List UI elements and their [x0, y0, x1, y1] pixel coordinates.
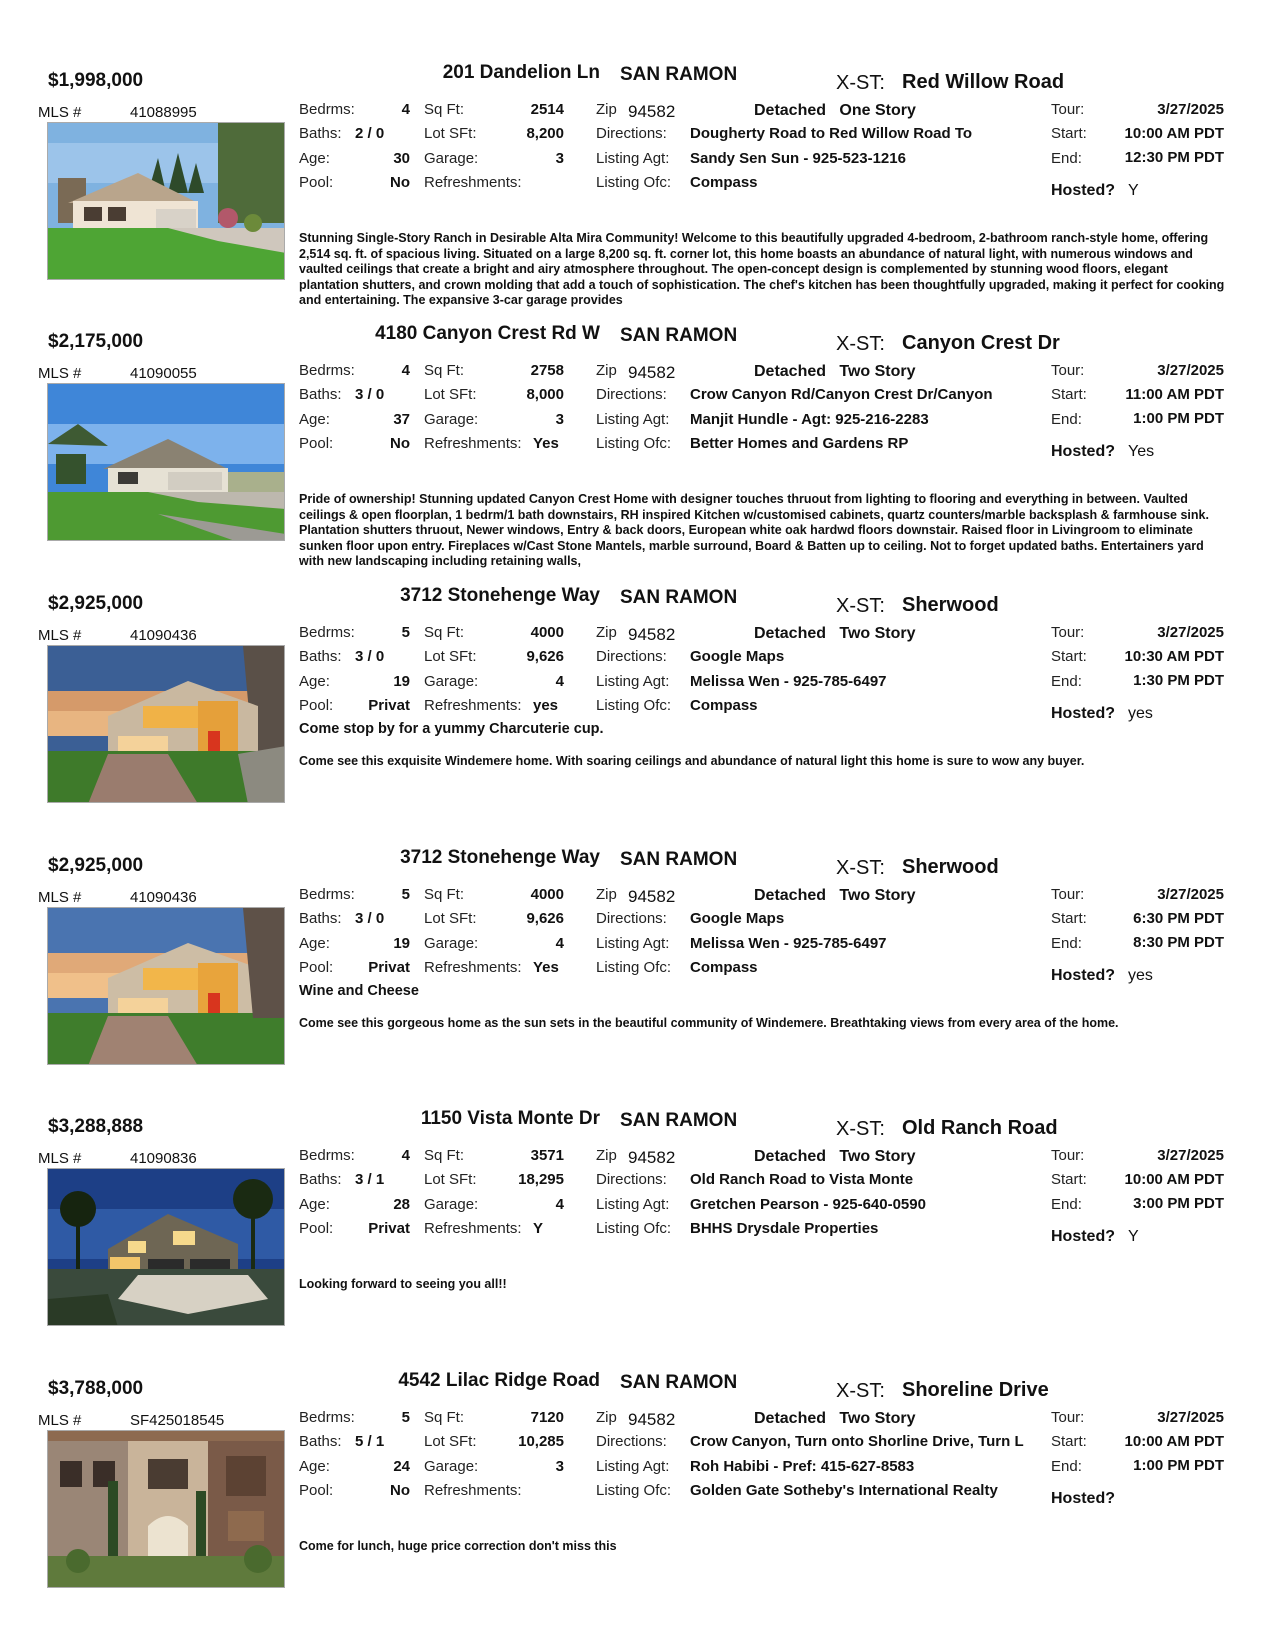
- detached-label: Detached: [754, 1148, 827, 1165]
- directions-value: Google Maps: [690, 910, 785, 927]
- end-label: End:: [1051, 935, 1082, 952]
- directions-label: Directions:: [596, 1171, 667, 1188]
- zip-value: 94582: [628, 625, 676, 644]
- listing-agent-label: Listing Agt:: [596, 1196, 670, 1213]
- mls-number: 41090055: [130, 365, 197, 382]
- listing-office-label: Listing Ofc:: [596, 174, 672, 191]
- start-label: Start:: [1051, 648, 1087, 665]
- listing-agent-value: Roh Habibi - Pref: 415-627-8583: [690, 1458, 915, 1475]
- refreshments-label: Refreshments:: [424, 1482, 522, 1499]
- cross-street-label: X-ST:: [836, 857, 885, 879]
- sqft-value: 7120: [530, 1409, 564, 1426]
- baths-value: 3 / 1: [355, 1171, 385, 1188]
- garage-label: Garage:: [424, 1196, 479, 1213]
- directions-value: Old Ranch Road to Vista Monte: [690, 1171, 914, 1188]
- end-time: 1:30 PM PDT: [1133, 672, 1224, 689]
- hosted-label: Hosted?: [1051, 705, 1115, 722]
- mls-number: SF425018545: [130, 1412, 225, 1429]
- start-time: 10:00 AM PDT: [1124, 125, 1224, 142]
- cross-street-value: Sherwood: [902, 856, 999, 878]
- listing-remarks: Come see this gorgeous home as the sun sets in the beautiful community of Windemere. Breathtaking views from every area of the home.: [299, 1016, 1119, 1030]
- start-time: 10:00 AM PDT: [1124, 1171, 1224, 1188]
- listing-city: SAN RAMON: [620, 325, 738, 346]
- hosted-label: Hosted?: [1051, 443, 1115, 460]
- zip-label: Zip: [596, 362, 617, 379]
- story-value: Two Story: [839, 625, 916, 642]
- mls-label: MLS #: [38, 1150, 82, 1167]
- zip-label: Zip: [596, 624, 617, 641]
- age-value: 19: [393, 673, 410, 690]
- baths-label: Baths:: [299, 125, 342, 142]
- directions-label: Directions:: [596, 1433, 667, 1450]
- bedrooms-label: Bedrms:: [299, 101, 355, 118]
- hosted-value: yes: [1128, 967, 1153, 984]
- sqft-value: 2758: [530, 362, 564, 379]
- start-time: 10:00 AM PDT: [1124, 1433, 1224, 1450]
- age-label: Age:: [299, 411, 330, 428]
- refreshments-label: Refreshments:: [424, 1220, 522, 1237]
- baths-label: Baths:: [299, 910, 342, 927]
- lot-sqft-label: Lot SFt:: [424, 386, 477, 403]
- listing-agent-value: Sandy Sen Sun - 925-523-1216: [690, 150, 906, 167]
- house-photo: [47, 122, 285, 280]
- directions-value: Dougherty Road to Red Willow Road To: [690, 125, 973, 142]
- age-label: Age:: [299, 150, 330, 167]
- garage-label: Garage:: [424, 935, 479, 952]
- lot-sqft-value: 8,000: [526, 386, 564, 403]
- age-label: Age:: [299, 1196, 330, 1213]
- tour-label: Tour:: [1051, 101, 1085, 118]
- hosted-value: Yes: [1128, 443, 1155, 460]
- lot-sqft-value: 8,200: [526, 125, 564, 142]
- bedrooms-value: 4: [401, 1147, 410, 1164]
- lot-sqft-label: Lot SFt:: [424, 1433, 477, 1450]
- property-type: [754, 625, 916, 643]
- listing-price: $2,925,000: [48, 855, 144, 876]
- listing-price: $2,175,000: [48, 331, 144, 352]
- property-type: [754, 102, 916, 120]
- end-label: End:: [1051, 150, 1082, 167]
- listing-office-label: Listing Ofc:: [596, 697, 672, 714]
- hosted-label: Hosted?: [1051, 967, 1115, 984]
- lot-sqft-value: 18,295: [518, 1171, 564, 1188]
- cross-street-value: Old Ranch Road: [902, 1117, 1058, 1139]
- cross-street-value: Red Willow Road: [902, 71, 1065, 93]
- listing-address: 1150 Vista Monte Dr: [420, 1108, 600, 1129]
- listing-office-value: Better Homes and Gardens RP: [690, 435, 909, 452]
- listing-price: $1,998,000: [48, 70, 144, 91]
- tour-label: Tour:: [1051, 1147, 1085, 1164]
- sqft-value: 4000: [530, 624, 564, 641]
- listing-office-value: Golden Gate Sotheby's International Realty: [690, 1482, 998, 1499]
- cross-street-label: X-ST:: [836, 72, 885, 94]
- garage-value: 3: [555, 411, 564, 428]
- listing-agent-value: Gretchen Pearson - 925-640-0590: [690, 1196, 926, 1213]
- listing-card: [0, 847, 1275, 1115]
- house-photo: [47, 907, 285, 1065]
- baths-label: Baths:: [299, 386, 342, 403]
- baths-label: Baths:: [299, 1433, 342, 1450]
- age-value: 30: [393, 150, 410, 167]
- listing-office-label: Listing Ofc:: [596, 1482, 672, 1499]
- open-house-note: Come stop by for a yummy Charcuterie cup.: [299, 721, 604, 737]
- sqft-label: Sq Ft:: [424, 1409, 465, 1426]
- start-time: 6:30 PM PDT: [1133, 910, 1224, 927]
- listing-city: SAN RAMON: [620, 1372, 738, 1393]
- lot-sqft-label: Lot SFt:: [424, 125, 477, 142]
- sqft-label: Sq Ft:: [424, 1147, 465, 1164]
- end-time: 3:00 PM PDT: [1133, 1195, 1224, 1212]
- directions-value: Crow Canyon, Turn onto Shorline Drive, Turn L: [690, 1433, 1024, 1450]
- listing-address: 4542 Lilac Ridge Road: [398, 1370, 600, 1391]
- listing-agent-label: Listing Agt:: [596, 673, 670, 690]
- listing-card: [0, 62, 1275, 330]
- end-label: End:: [1051, 673, 1082, 690]
- bedrooms-label: Bedrms:: [299, 886, 355, 903]
- bedrooms-value: 5: [401, 624, 410, 641]
- refreshments-label: Refreshments:: [424, 959, 522, 976]
- listing-address: 3712 Stonehenge Way: [400, 585, 600, 606]
- pool-value: Privat: [368, 959, 410, 976]
- end-time: 12:30 PM PDT: [1124, 149, 1224, 166]
- listing-office-value: BHHS Drysdale Properties: [690, 1220, 879, 1237]
- refreshments-label: Refreshments:: [424, 435, 522, 452]
- directions-value: Google Maps: [690, 648, 785, 665]
- listing-remarks: Looking forward to seeing you all!!: [299, 1277, 507, 1291]
- tour-date: 3/27/2025: [1157, 101, 1224, 118]
- hosted-value: Y: [1128, 182, 1139, 199]
- tour-date: 3/27/2025: [1157, 624, 1224, 641]
- cross-street-value: Shoreline Drive: [902, 1379, 1049, 1401]
- end-time: 1:00 PM PDT: [1133, 410, 1224, 427]
- age-label: Age:: [299, 673, 330, 690]
- open-house-note: Wine and Cheese: [299, 983, 419, 999]
- age-value: 28: [393, 1196, 410, 1213]
- lot-sqft-value: 10,285: [518, 1433, 564, 1450]
- story-value: Two Story: [839, 887, 916, 904]
- pool-value: Privat: [368, 1220, 410, 1237]
- end-label: End:: [1051, 411, 1082, 428]
- cross-street-value: Canyon Crest Dr: [902, 332, 1060, 354]
- bedrooms-value: 4: [401, 362, 410, 379]
- end-time: 8:30 PM PDT: [1133, 934, 1224, 951]
- listing-address: 3712 Stonehenge Way: [400, 847, 600, 868]
- sqft-value: 4000: [530, 886, 564, 903]
- listing-remarks: Come for lunch, huge price correction don't miss this: [299, 1539, 617, 1553]
- mls-label: MLS #: [38, 365, 82, 382]
- sqft-label: Sq Ft:: [424, 886, 465, 903]
- tour-date: 3/27/2025: [1157, 1409, 1224, 1426]
- start-label: Start:: [1051, 386, 1087, 403]
- garage-value: 3: [555, 1458, 564, 1475]
- mls-label: MLS #: [38, 627, 82, 644]
- listing-office-value: Compass: [690, 174, 758, 191]
- zip-label: Zip: [596, 101, 617, 118]
- listing-agent-label: Listing Agt:: [596, 1458, 670, 1475]
- garage-value: 4: [555, 1196, 564, 1213]
- bedrooms-label: Bedrms:: [299, 1409, 355, 1426]
- listing-remarks: Stunning Single-Story Ranch in Desirable Alta Mira Community! Welcome to this beautifully upgraded 4-bedroom, 2-bathroom ranch-style home, offering 2,514 sq. ft. of spacious living. Situated on a large 8,200 sq. ft. corner lot, this home boasts an abundance of natural light, with numerous windows and vaulted ceilings that create a bright and airy atmosphere throughout. The open-concept design is complemented by stunning wood floors, elegant plantation shutters, and crown molding that add a touch of sophistication. The chef's kitchen has been thoughtfully upgraded, making it perfect for cooking and entertaining. The expansive 3-car garage provides: [299, 231, 1225, 308]
- garage-value: 4: [555, 935, 564, 952]
- listing-remarks: Come see this exquisite Windemere home. With soaring ceilings and abundance of natural light this home is sure to wow any buyer.: [299, 754, 1085, 768]
- listing-agent-value: Melissa Wen - 925-785-6497: [690, 935, 887, 952]
- listing-office-value: Compass: [690, 959, 758, 976]
- tour-label: Tour:: [1051, 362, 1085, 379]
- mls-number: 41088995: [130, 104, 197, 121]
- house-photo: [47, 1430, 285, 1588]
- baths-value: 2 / 0: [355, 125, 385, 142]
- directions-label: Directions:: [596, 386, 667, 403]
- start-time: 10:30 AM PDT: [1124, 648, 1224, 665]
- bedrooms-value: 5: [401, 1409, 410, 1426]
- directions-label: Directions:: [596, 125, 667, 142]
- hosted-value: yes: [1128, 705, 1153, 722]
- listing-card: [0, 585, 1275, 853]
- age-label: Age:: [299, 1458, 330, 1475]
- sqft-label: Sq Ft:: [424, 101, 465, 118]
- listing-office-label: Listing Ofc:: [596, 959, 672, 976]
- listing-agent-value: Melissa Wen - 925-785-6497: [690, 673, 887, 690]
- tour-label: Tour:: [1051, 1409, 1085, 1426]
- baths-value: 3 / 0: [355, 386, 385, 403]
- tour-label: Tour:: [1051, 886, 1085, 903]
- detached-label: Detached: [754, 887, 827, 904]
- hosted-label: Hosted?: [1051, 182, 1115, 199]
- listing-price: $2,925,000: [48, 593, 144, 614]
- detached-label: Detached: [754, 625, 827, 642]
- story-value: Two Story: [839, 363, 916, 380]
- mls-number: 41090436: [130, 627, 197, 644]
- pool-label: Pool:: [299, 435, 334, 452]
- house-photo: [47, 1168, 285, 1326]
- refreshments-value: Yes: [533, 435, 559, 452]
- mls-label: MLS #: [38, 1412, 82, 1429]
- hosted-label: Hosted?: [1051, 1228, 1115, 1245]
- sqft-label: Sq Ft:: [424, 362, 465, 379]
- listing-price: $3,288,888: [48, 1116, 144, 1137]
- bedrooms-value: 5: [401, 886, 410, 903]
- garage-label: Garage:: [424, 673, 479, 690]
- listing-address: 201 Dandelion Ln: [442, 62, 600, 83]
- zip-label: Zip: [596, 1147, 617, 1164]
- listing-city: SAN RAMON: [620, 849, 738, 870]
- start-label: Start:: [1051, 1171, 1087, 1188]
- start-label: Start:: [1051, 1433, 1087, 1450]
- age-value: 24: [393, 1458, 410, 1475]
- lot-sqft-label: Lot SFt:: [424, 910, 477, 927]
- zip-label: Zip: [596, 886, 617, 903]
- start-time: 11:00 AM PDT: [1125, 386, 1224, 403]
- cross-street-label: X-ST:: [836, 1118, 885, 1140]
- listing-card: [0, 1108, 1275, 1376]
- bedrooms-label: Bedrms:: [299, 362, 355, 379]
- property-type: [754, 887, 916, 905]
- pool-value: No: [390, 435, 410, 452]
- garage-label: Garage:: [424, 1458, 479, 1475]
- tour-date: 3/27/2025: [1157, 886, 1224, 903]
- house-photo: [47, 383, 285, 541]
- listing-remarks: Pride of ownership! Stunning updated Canyon Crest Home with designer touches thruout from lighting to flooring and everything in between. Vaulted ceilings & open floorplan, 1 bedrm/1 bath downstairs, RH inspired Kitchen w/customised cabinets, quartz counters/marble backsplash & farmhouse sink. Plantation shutters thruout, Newer windows, Entry & back doors, European white oak hardwd floors downstair. Raised floor in Livingroom to eliminate sunken floor upon entry. Fireplaces w/Cast Stone Mantels, marble surround, Board & Batten up to ceiling. Not to forget updated baths. Entertainers yard with new landscaping including retaining walls,: [299, 492, 1209, 569]
- start-label: Start:: [1051, 910, 1087, 927]
- mls-label: MLS #: [38, 104, 82, 121]
- zip-label: Zip: [596, 1409, 617, 1426]
- refreshments-value: Yes: [533, 959, 559, 976]
- pool-label: Pool:: [299, 697, 334, 714]
- tour-date: 3/27/2025: [1157, 1147, 1224, 1164]
- end-label: End:: [1051, 1196, 1082, 1213]
- baths-value: 3 / 0: [355, 648, 385, 665]
- garage-value: 3: [555, 150, 564, 167]
- end-time: 1:00 PM PDT: [1133, 1457, 1224, 1474]
- listing-office-label: Listing Ofc:: [596, 435, 672, 452]
- hosted-label: Hosted?: [1051, 1490, 1115, 1507]
- listing-agent-value: Manjit Hundle - Agt: 925-216-2283: [690, 411, 929, 428]
- listing-office-value: Compass: [690, 697, 758, 714]
- tour-date: 3/27/2025: [1157, 362, 1224, 379]
- house-photo: [47, 645, 285, 803]
- refreshments-value: Y: [533, 1220, 544, 1237]
- property-type: [754, 1410, 916, 1428]
- listing-price: $3,788,000: [48, 1378, 144, 1399]
- pool-value: No: [390, 1482, 410, 1499]
- property-type: [754, 1148, 916, 1166]
- bedrooms-label: Bedrms:: [299, 1147, 355, 1164]
- pool-value: Privat: [368, 697, 410, 714]
- cross-street-label: X-ST:: [836, 1380, 885, 1402]
- directions-label: Directions:: [596, 648, 667, 665]
- bedrooms-label: Bedrms:: [299, 624, 355, 641]
- garage-label: Garage:: [424, 150, 479, 167]
- baths-label: Baths:: [299, 648, 342, 665]
- baths-value: 5 / 1: [355, 1433, 385, 1450]
- age-value: 37: [393, 411, 410, 428]
- story-value: Two Story: [839, 1148, 916, 1165]
- listing-city: SAN RAMON: [620, 1110, 738, 1131]
- zip-value: 94582: [628, 1410, 676, 1429]
- lot-sqft-label: Lot SFt:: [424, 648, 477, 665]
- age-label: Age:: [299, 935, 330, 952]
- listing-card: [0, 323, 1275, 591]
- zip-value: 94582: [628, 1148, 676, 1167]
- listing-address: 4180 Canyon Crest Rd W: [375, 323, 600, 344]
- age-value: 19: [393, 935, 410, 952]
- directions-label: Directions:: [596, 910, 667, 927]
- listing-agent-label: Listing Agt:: [596, 935, 670, 952]
- listing-agent-label: Listing Agt:: [596, 411, 670, 428]
- pool-label: Pool:: [299, 1220, 334, 1237]
- tour-label: Tour:: [1051, 624, 1085, 641]
- listing-office-label: Listing Ofc:: [596, 1220, 672, 1237]
- baths-value: 3 / 0: [355, 910, 385, 927]
- end-label: End:: [1051, 1458, 1082, 1475]
- lot-sqft-value: 9,626: [526, 910, 564, 927]
- hosted-value: Y: [1128, 1228, 1139, 1245]
- directions-value: Crow Canyon Rd/Canyon Crest Dr/Canyon: [690, 386, 993, 403]
- zip-value: 94582: [628, 363, 676, 382]
- mls-number: 41090436: [130, 889, 197, 906]
- bedrooms-value: 4: [401, 101, 410, 118]
- sqft-value: 2514: [530, 101, 564, 118]
- start-label: Start:: [1051, 125, 1087, 142]
- detached-label: Detached: [754, 363, 827, 380]
- detached-label: Detached: [754, 102, 827, 119]
- zip-value: 94582: [628, 102, 676, 121]
- refreshments-value: yes: [533, 697, 559, 714]
- lot-sqft-label: Lot SFt:: [424, 1171, 477, 1188]
- cross-street-value: Sherwood: [902, 594, 999, 616]
- cross-street-label: X-ST:: [836, 333, 885, 355]
- baths-label: Baths:: [299, 1171, 342, 1188]
- sqft-label: Sq Ft:: [424, 624, 465, 641]
- story-value: Two Story: [839, 1410, 916, 1427]
- zip-value: 94582: [628, 887, 676, 906]
- mls-number: 41090836: [130, 1150, 197, 1167]
- cross-street-label: X-ST:: [836, 595, 885, 617]
- pool-label: Pool:: [299, 174, 334, 191]
- mls-label: MLS #: [38, 889, 82, 906]
- sqft-value: 3571: [530, 1147, 564, 1164]
- listing-agent-label: Listing Agt:: [596, 150, 670, 167]
- listing-city: SAN RAMON: [620, 587, 738, 608]
- property-type: [754, 363, 916, 381]
- pool-label: Pool:: [299, 1482, 334, 1499]
- pool-label: Pool:: [299, 959, 334, 976]
- detached-label: Detached: [754, 1410, 827, 1427]
- refreshments-label: Refreshments:: [424, 174, 522, 191]
- lot-sqft-value: 9,626: [526, 648, 564, 665]
- listing-city: SAN RAMON: [620, 64, 738, 85]
- garage-value: 4: [555, 673, 564, 690]
- listing-card: [0, 1370, 1275, 1638]
- pool-value: No: [390, 174, 410, 191]
- story-value: One Story: [839, 102, 916, 119]
- garage-label: Garage:: [424, 411, 479, 428]
- refreshments-label: Refreshments:: [424, 697, 522, 714]
